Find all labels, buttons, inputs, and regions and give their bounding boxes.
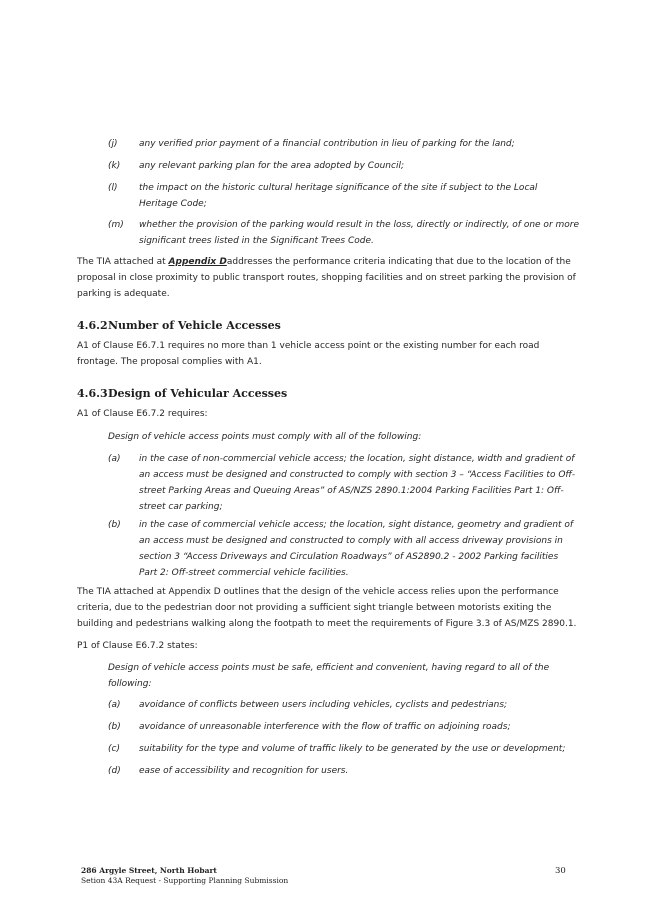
- list-text: avoidance of conflicts between users including vehicles, cyclists and pedestrians;: [139, 700, 508, 710]
- list-text: ease of accessibility and recognition for users.: [139, 766, 349, 776]
- section-heading-462: [77, 318, 281, 334]
- a1-quote: Design of vehicle access points must comply with all of the following:: [108, 432, 422, 442]
- list-marker: (l): [108, 183, 118, 193]
- page-number: 30: [555, 866, 566, 876]
- list-text: the impact on the historic cultural heritage significance of the site if subject to the Local Heritage Code;: [139, 183, 538, 209]
- a1-requires-intro: A1 of Clause E6.7.2 requires:: [77, 409, 208, 419]
- section-title: Design of Vehicular Accesses: [108, 387, 288, 400]
- section-462-paragraph: A1 of Clause E6.7.1 requires no more than 1 vehicle access point or the existing number for each road frontage. The proposal complies with A1.: [77, 341, 540, 367]
- footer-address: 286 Argyle Street, North Hobart: [81, 866, 217, 875]
- list-text: suitability for the type and volume of traffic likely to be generated by the use or development;: [139, 744, 566, 754]
- tia-outline-paragraph: The TIA attached at Appendix D outlines that the design of the vehicle access relies upon the performance criteria, due to the pedestrian door not providing a sufficient sight triangle between motorists exiting the building and pedestrians walking along the footpath to meet the requirements of Figure 3.3 of AS/MZS 2890.1.: [77, 587, 577, 629]
- tia-text-after: addresses the performance criteria indicating that due to the location of the proposal in close proximity to public transport routes, shopping facilities and on street parking the provision of parking is adequate.: [77, 257, 576, 299]
- list-marker: (m): [108, 220, 124, 230]
- list-text: whether the provision of the parking would result in the loss, directly or indirectly, of one or more significant trees listed in the Significant Trees Code.: [139, 220, 580, 246]
- list-marker: (a): [108, 700, 121, 710]
- list-marker: (b): [108, 722, 121, 732]
- p1-quote: Design of vehicle access points must be safe, efficient and convenient, having regard to all of the following:: [108, 663, 550, 689]
- tia-text-before: The TIA attached at: [77, 257, 169, 267]
- section-number: 4.6.2: [77, 319, 108, 332]
- list-marker: (d): [108, 766, 121, 776]
- page-footer: [81, 866, 288, 886]
- section-title: Number of Vehicle Accesses: [108, 319, 281, 332]
- list-text: in the case of commercial vehicle access; the location, sight distance, geometry and gradient of an access must be designed and constructed to comply with all access driveway provisions in section 3 “Access Driveways and Circulation Roadways” of AS2890.2 - 2002 Parking facilities Part 2: Off-street commercial vehicle facilities.: [139, 520, 574, 578]
- list-text: in the case of non-commercial vehicle access; the location, sight distance, width and gradient of an access must be designed and constructed to comply with section 3 – “Access Facilities to Off-street Parking Areas and Queuing Areas” of AS/NZS 2890.1:2004 Parking Facilities Part 1: Off-street car parking;: [139, 454, 576, 512]
- list-marker: (a): [108, 454, 121, 464]
- list-text: avoidance of unreasonable interference with the flow of traffic on adjoining roads;: [139, 722, 511, 732]
- appendix-d-link[interactable]: Appendix D: [168, 257, 227, 267]
- section-number: 4.6.3: [77, 387, 108, 400]
- section-heading-463: [77, 386, 287, 402]
- list-marker: (b): [108, 520, 121, 530]
- tia-paragraph: [77, 254, 577, 302]
- list-text: any relevant parking plan for the area adopted by Council;: [139, 161, 404, 171]
- list-text: any verified prior payment of a financial contribution in lieu of parking for the land;: [139, 139, 515, 149]
- p1-states-intro: P1 of Clause E6.7.2 states:: [77, 641, 198, 651]
- footer-subtitle: Setion 43A Request - Supporting Planning Submission: [81, 876, 289, 885]
- list-marker: (k): [108, 161, 121, 171]
- list-marker: (c): [108, 744, 120, 754]
- list-marker: (j): [108, 139, 118, 149]
